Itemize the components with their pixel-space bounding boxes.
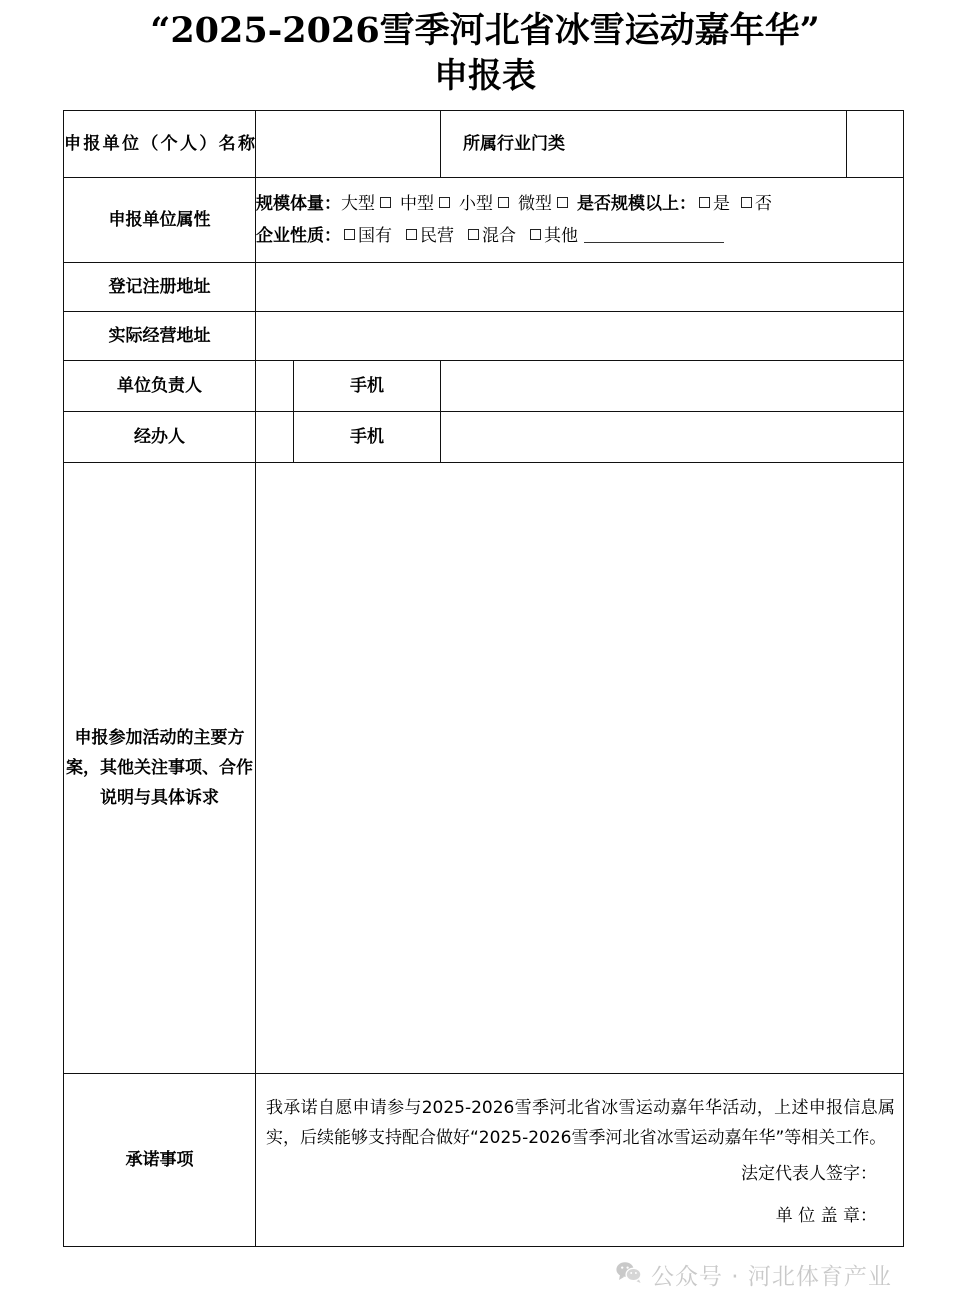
checkbox-nature-state-owned[interactable]: [344, 229, 355, 240]
checkbox-nature-mixed[interactable]: [468, 229, 479, 240]
title-line-1: “2025-2026雪季河北省冰雪运动嘉年华”: [150, 10, 820, 51]
checkbox-scale-micro[interactable]: [557, 197, 568, 208]
scale-key: 规模体量：: [256, 194, 341, 214]
applicant-name-input[interactable]: [256, 111, 441, 178]
table-row-handler: [64, 412, 904, 463]
unit-head-phone-label: 手机: [294, 361, 441, 412]
watermark-text: 公众号 · 河北体育产业: [651, 1264, 892, 1290]
nature-option-state-owned: 国有: [358, 226, 392, 246]
checkbox-above-scale-no[interactable]: [741, 197, 752, 208]
unit-head-label: 单位负责人: [64, 361, 256, 412]
wechat-icon: [616, 1261, 642, 1289]
checkbox-scale-large[interactable]: [380, 197, 391, 208]
table-row-attributes: [64, 178, 904, 263]
actual-address-input[interactable]: [256, 312, 904, 361]
table-row-actual-address: [64, 312, 904, 361]
scale-option-small: 小型: [459, 194, 493, 214]
registered-address-label: 登记注册地址: [64, 263, 256, 312]
handler-label: 经办人: [64, 412, 256, 463]
handler-phone-input[interactable]: [441, 412, 904, 463]
commitment-label: 承诺事项: [64, 1074, 256, 1247]
above-scale-option-yes: 是: [713, 194, 730, 214]
attributes-label: 申报单位属性: [64, 178, 256, 263]
actual-address-label: 实际经营地址: [64, 312, 256, 361]
handler-input[interactable]: [256, 412, 294, 463]
unit-head-phone-input[interactable]: [441, 361, 904, 412]
checkbox-scale-medium[interactable]: [439, 197, 450, 208]
checkbox-nature-private[interactable]: [406, 229, 417, 240]
attributes-scale-line: [256, 188, 903, 220]
table-row-applicant-name: [64, 111, 904, 178]
plan-label: 申报参加活动的主要方案，其他关注事项、合作说明与具体诉求: [64, 463, 256, 1074]
nature-other-input[interactable]: [584, 227, 724, 243]
attributes-cell: [256, 178, 904, 263]
table-row-registered-address: [64, 263, 904, 312]
row1-extra-cell[interactable]: [847, 111, 904, 178]
application-form-table: [63, 110, 904, 1247]
nature-option-private: 民营: [420, 226, 454, 246]
table-row-plan: [64, 463, 904, 1074]
nature-option-other: 其他: [544, 226, 578, 246]
table-row-commitment: [64, 1074, 904, 1247]
checkbox-scale-small[interactable]: [498, 197, 509, 208]
unit-seal-label[interactable]: 单 位 盖 章：: [775, 1206, 877, 1226]
watermark: [616, 1258, 892, 1291]
scale-option-large: 大型: [341, 194, 375, 214]
applicant-name-label: 申报单位（个人）名称: [64, 111, 256, 178]
page-title: [60, 8, 910, 98]
checkbox-above-scale-yes[interactable]: [699, 197, 710, 208]
signature-block: [256, 1153, 903, 1237]
title-line-2: 申报表: [434, 56, 536, 96]
plan-content-input[interactable]: [256, 463, 904, 1074]
commitment-text: 我承诺自愿申请参与2025-2026雪季河北省冰雪运动嘉年华活动，上述申报信息属实，后续能够支持配合做好“2025-2026雪季河北省冰雪运动嘉年华”等相关工作。: [266, 1098, 895, 1148]
unit-head-input[interactable]: [256, 361, 294, 412]
checkbox-nature-other[interactable]: [530, 229, 541, 240]
above-scale-key: 是否规模以上：: [577, 194, 696, 214]
legal-rep-signature-label[interactable]: 法定代表人签字：: [741, 1164, 877, 1184]
registered-address-input[interactable]: [256, 263, 904, 312]
handler-phone-label: 手机: [294, 412, 441, 463]
commitment-cell: [256, 1074, 904, 1247]
industry-label: 所属行业门类: [441, 111, 847, 178]
nature-option-mixed: 混合: [482, 226, 516, 246]
table-row-unit-head: [64, 361, 904, 412]
scale-option-micro: 微型: [518, 194, 552, 214]
above-scale-option-no: 否: [755, 194, 772, 214]
nature-key: 企业性质：: [256, 226, 341, 246]
scale-option-medium: 中型: [400, 194, 434, 214]
attributes-nature-line: [256, 220, 903, 252]
